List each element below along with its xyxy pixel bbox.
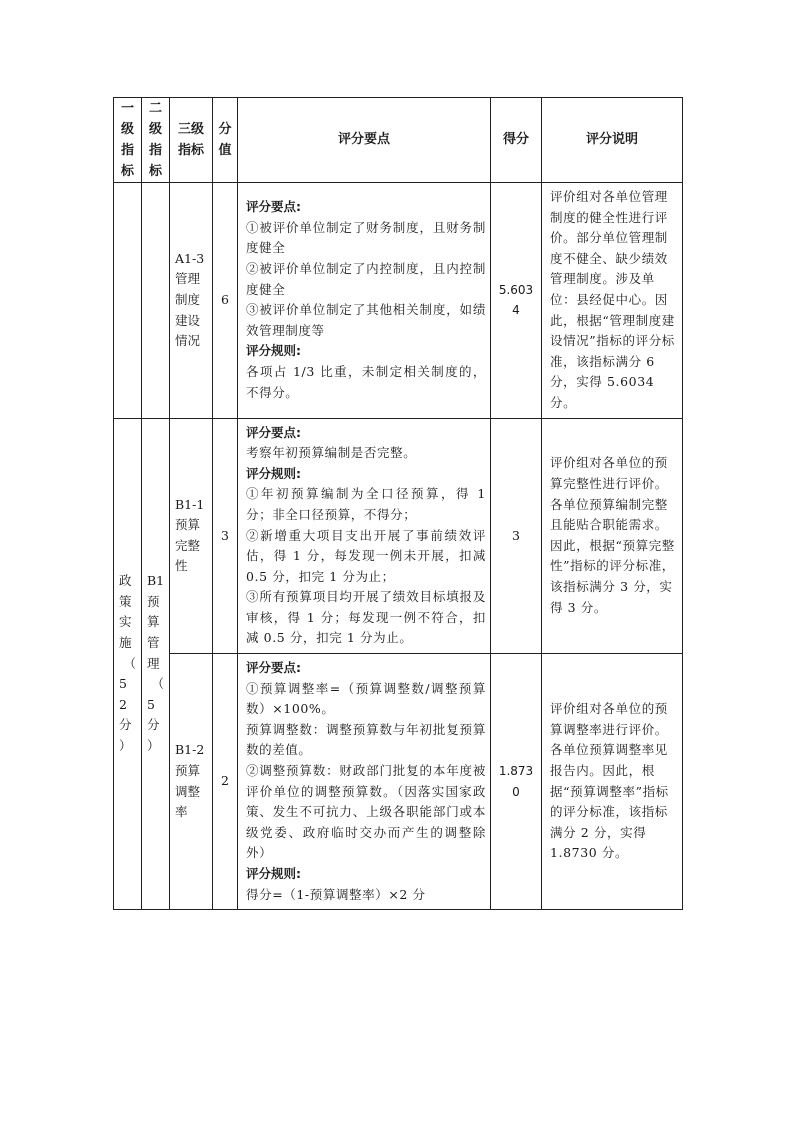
level3-cell bbox=[170, 418, 213, 654]
level3-text: 建设 bbox=[175, 312, 201, 328]
points-line: ①被评价单位制定了财务制度，且财务制度健全 bbox=[246, 219, 486, 256]
rules-line: ①年初预算编制为全口径预算，得 1 分；非全口径预算，不得分； bbox=[246, 486, 486, 522]
level1-text: 分 bbox=[119, 717, 132, 733]
header-level3 bbox=[170, 98, 213, 183]
level1-text: 施 bbox=[119, 634, 132, 650]
score-cell bbox=[491, 418, 542, 654]
level1-text: 政 bbox=[119, 573, 132, 589]
header-weight bbox=[213, 98, 238, 183]
level2-text: 理 bbox=[147, 655, 160, 671]
header-level2 bbox=[142, 98, 170, 183]
header-text: 值 bbox=[218, 143, 232, 158]
level2-text: 5 bbox=[147, 696, 155, 712]
explanation-cell: 评价组对各单位的预算调整率进行评价。各单位预算调整率见报告内。因此，根据“预算调整率”指标的评分标准，该指标满分 2 分，实得 1.8730 分。 bbox=[542, 654, 683, 910]
header-text: 标 bbox=[120, 164, 134, 179]
weight-cell: 2 bbox=[213, 654, 238, 910]
level3-text: 预算 bbox=[175, 517, 201, 533]
points-line: 考察年初预算编制是否完整。 bbox=[246, 445, 417, 461]
level1-cell-empty bbox=[114, 183, 142, 419]
level1-cell bbox=[114, 418, 142, 910]
header-text: 三级 bbox=[177, 122, 204, 137]
points-cell bbox=[238, 654, 491, 910]
header-level1 bbox=[114, 98, 142, 183]
rules-line: 各项占 1/3 比重，未制定相关制度的，不得分。 bbox=[246, 364, 486, 400]
points-title: 评分要点: bbox=[246, 424, 301, 440]
header-text: 指 bbox=[120, 143, 134, 158]
level1-text: 2 bbox=[119, 696, 127, 712]
explanation-cell: 评价组对各单位管理制度的健全性进行评价。部分单位管理制度不健全、缺少绩效管理制度。涉及单位：县经促中心。因此，根据“管理制度建设情况”指标的评分标准，该指标满分 6 分，实得 5.6034 分。 bbox=[542, 183, 683, 419]
score-text: 3 bbox=[512, 527, 520, 543]
header-text: 指 bbox=[148, 143, 162, 158]
level2-text: B1 bbox=[147, 573, 165, 589]
level2-text: 管 bbox=[147, 634, 160, 650]
score-text: 0 bbox=[512, 784, 520, 799]
level1-text: 策 bbox=[119, 593, 132, 609]
header-text: 级 bbox=[148, 122, 162, 137]
level3-text: 制度 bbox=[175, 291, 201, 307]
header-text: 指标 bbox=[177, 143, 204, 158]
rules-title: 评分规则: bbox=[246, 465, 301, 481]
points-title: 评分要点: bbox=[246, 660, 301, 676]
level3-text: 预算 bbox=[175, 763, 201, 779]
level3-text: A1-3 bbox=[175, 250, 205, 266]
header-text: 标 bbox=[148, 164, 162, 179]
points-line: ①预算调整率=（预算调整数/调整预算数）×100%。 bbox=[246, 680, 486, 717]
rules-title: 评分规则: bbox=[246, 866, 301, 881]
score-cell bbox=[491, 183, 542, 419]
rules-line: ③所有预算项目均开展了绩效目标填报及审核，得 1 分；每发现一例不符合，扣减 0.5 分，扣完 1 分为止。 bbox=[246, 589, 486, 646]
level3-cell bbox=[170, 183, 213, 419]
rules-line: 得分=（1-预算调整率）×2 分 bbox=[246, 886, 426, 902]
header-text: 一 bbox=[120, 101, 134, 116]
header-row bbox=[114, 98, 683, 183]
level2-text: 预 bbox=[147, 593, 160, 609]
header-text: 级 bbox=[120, 122, 134, 137]
level2-text: 分 bbox=[147, 717, 160, 733]
level3-text: 性 bbox=[175, 558, 188, 574]
points-line: ②调整预算数：财政部门批复的本年度被评价单位的调整预算数。（因落实国家政策、发生不可抗力、上级各职能部门或本级党委、政府临时交办而产生的调整除外） bbox=[246, 763, 486, 861]
rules-line: ②新增重大项目支出开展了事前绩效评估，得 1 分，每发现一例未开展，扣减 0.5 分，扣完 1 分为止； bbox=[246, 527, 486, 584]
points-cell bbox=[238, 183, 491, 419]
level2-cell bbox=[142, 418, 170, 910]
score-cell bbox=[491, 654, 542, 910]
weight-cell: 6 bbox=[213, 183, 238, 419]
level2-cell-empty bbox=[142, 183, 170, 419]
level3-text: 情况 bbox=[175, 333, 201, 349]
level3-text: B1-2 bbox=[175, 742, 205, 758]
evaluation-table bbox=[113, 97, 683, 910]
level3-cell bbox=[170, 654, 213, 910]
level3-text: 率 bbox=[175, 804, 188, 820]
points-line: ②被评价单位制定了内控制度，且内控制度健全 bbox=[246, 261, 486, 297]
level3-text: 管理 bbox=[175, 271, 201, 287]
explanation-cell: 评价组对各单位的预算完整性进行评价。各单位预算编制完整且能贴合职能需求。因此，根据“预算完整性”指标的评分标准，该指标满分 3 分，实得 3 分。 bbox=[542, 418, 683, 654]
level1-text: 实 bbox=[119, 614, 132, 630]
table-row bbox=[114, 418, 683, 654]
table-row bbox=[114, 183, 683, 419]
points-line: 预算调整数：调整预算数与年初批复预算数的差值。 bbox=[246, 721, 486, 758]
score-text: 1.873 bbox=[498, 764, 534, 779]
level3-text: B1-1 bbox=[175, 496, 205, 512]
points-line: ③被评价单位制定了其他相关制度，如绩效管理制度等 bbox=[246, 302, 486, 338]
score-text: 4 bbox=[512, 303, 520, 318]
header-text: 分 bbox=[218, 122, 232, 137]
weight-cell: 3 bbox=[213, 418, 238, 654]
level1-text: 5 bbox=[119, 676, 127, 692]
level3-text: 调整 bbox=[175, 783, 201, 799]
header-text: 二 bbox=[148, 101, 162, 116]
rules-title: 评分规则: bbox=[246, 343, 301, 359]
score-text: 5.603 bbox=[498, 282, 534, 297]
level1-text: ） bbox=[119, 737, 132, 753]
level2-text: （ bbox=[151, 676, 164, 692]
level2-text: 算 bbox=[147, 614, 160, 630]
header-explanation: 评分说明 bbox=[542, 98, 683, 183]
points-cell bbox=[238, 418, 491, 654]
points-title: 评分要点: bbox=[246, 199, 301, 215]
header-points: 评分要点 bbox=[238, 98, 491, 183]
level1-text: （ bbox=[123, 655, 136, 671]
table-row bbox=[114, 654, 683, 910]
level3-text: 完整 bbox=[175, 537, 201, 553]
level2-text: ） bbox=[147, 737, 160, 753]
header-score: 得分 bbox=[491, 98, 542, 183]
